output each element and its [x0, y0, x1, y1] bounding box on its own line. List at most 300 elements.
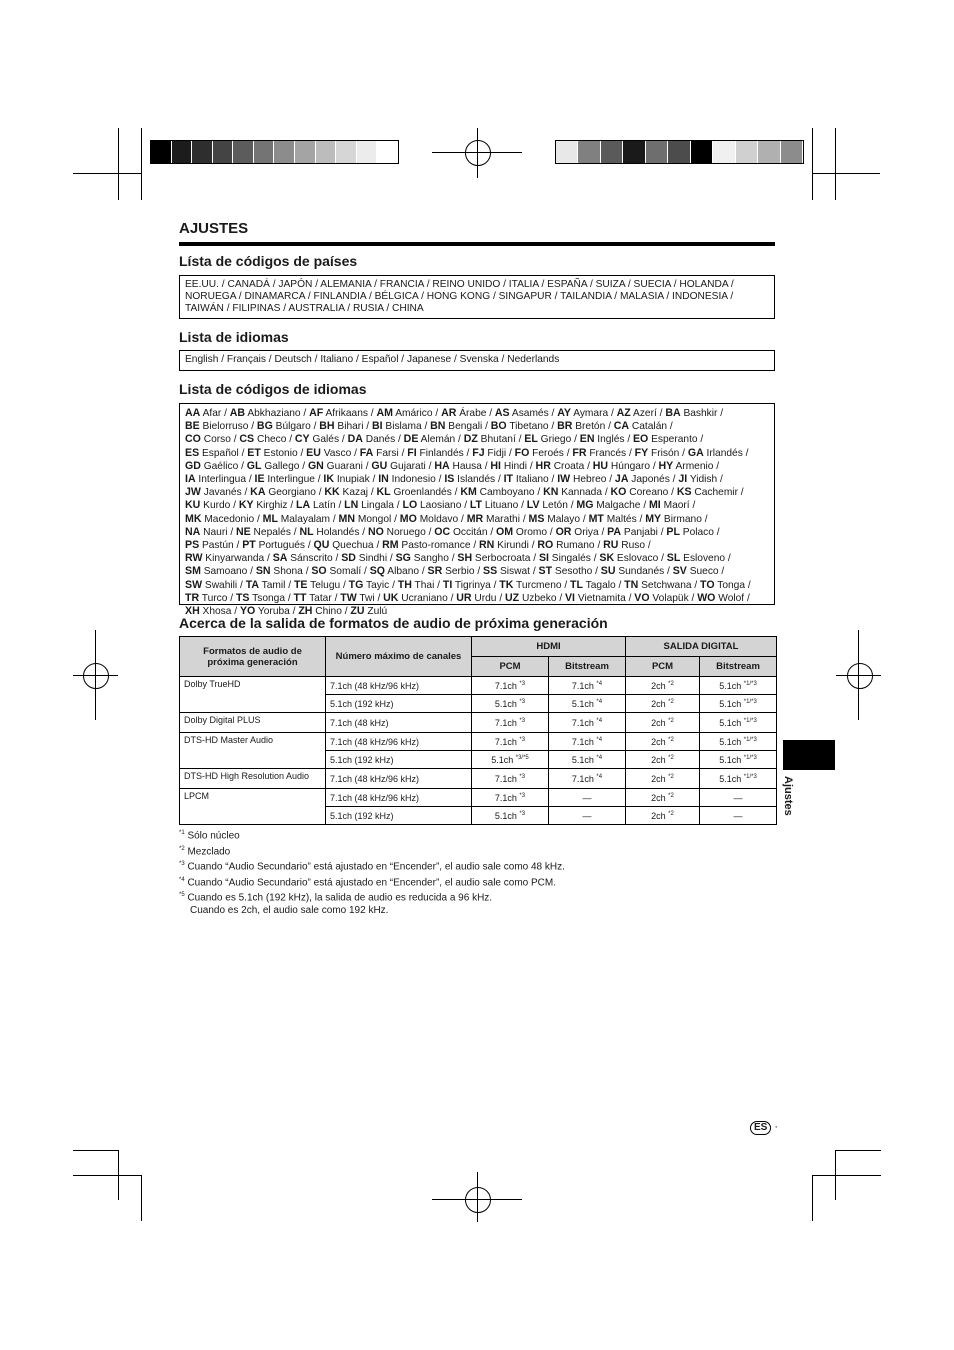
language-code-item: [536, 461, 585, 472]
language-code-item: [185, 474, 246, 485]
language-code-item: [456, 593, 496, 604]
country-codes-heading: Lísta de códigos de países: [179, 253, 358, 269]
language-code-item: [593, 461, 650, 472]
footnote-ref: *3: [519, 717, 526, 724]
language-name: Bielorruso: [199, 421, 249, 433]
hdmi-bitstream-cell: 5.1ch $^{*4}$: [549, 751, 626, 769]
language-code: SL: [666, 552, 681, 565]
hdmi-pcm-cell: 7.1ch $^{*3}$: [472, 769, 549, 789]
language-code: OR: [555, 525, 572, 538]
table-row: [180, 769, 777, 789]
language-code: PS: [185, 539, 200, 552]
language-name: Xhosa: [199, 606, 232, 618]
footnote-ref: *4: [596, 773, 603, 780]
language-code: ET: [247, 446, 261, 459]
language-code: SI: [538, 552, 549, 565]
footnote: Cuando es 2ch, el audio sale como 192 kHz.: [190, 904, 389, 916]
table-row: [180, 677, 777, 695]
language-code: HU: [592, 459, 609, 472]
language-code-item: [460, 487, 534, 498]
language-code: SA: [272, 552, 288, 565]
color-swatch: [213, 141, 234, 163]
language-code-item: [529, 514, 581, 525]
color-swatch: [758, 141, 780, 163]
language-code-line: JW Javanés / KA Georgiano / KK Kazaj / KL Groenlandés / KM Camboyano / KN Kannada / KO Coreano / KS Cachemir /: [185, 486, 744, 499]
header-hdmi-pcm: PCM: [472, 657, 549, 677]
language-name: Bretón: [572, 421, 606, 433]
language-code-item: [599, 553, 658, 564]
footnote-ref: *1/*3: [743, 754, 757, 761]
language-code-item: [273, 553, 333, 564]
language-code: MI: [648, 499, 661, 512]
format-cell: DTS-HD Master Audio: [180, 733, 326, 769]
language-code-item: [344, 500, 394, 511]
language-name: Lingala: [358, 500, 394, 512]
language-code-item: [601, 566, 664, 577]
language-name: Vasco: [320, 447, 352, 459]
language-code: LA: [296, 499, 311, 512]
language-name: Urdu: [471, 592, 497, 604]
footnote-ref: *1/*3: [743, 717, 757, 724]
language-name: Tamil: [259, 579, 286, 591]
language-code-item: [677, 487, 738, 498]
footnote-ref: *3: [519, 736, 526, 743]
language-code: TK: [499, 578, 514, 591]
footnote-ref: *2: [668, 792, 674, 799]
language-name: Tonga: [714, 579, 745, 591]
language-badge: ES ·: [750, 1121, 778, 1135]
language-code-item: [407, 448, 463, 459]
languages-box: [179, 350, 775, 371]
language-code-item: [323, 474, 369, 485]
hdmi-bitstream-cell: 5.1ch $^{*4}$: [549, 695, 626, 713]
language-name: Malgache: [593, 500, 641, 512]
language-name: Marathi: [483, 513, 520, 525]
language-code: NA: [185, 525, 201, 538]
language-code-item: [306, 448, 351, 459]
language-name: Panjabi: [621, 526, 658, 538]
language-code-item: [557, 408, 608, 419]
language-code: MS: [528, 512, 545, 525]
language-name: Sesotho: [552, 566, 593, 578]
hdmi-bitstream-cell: 7.1ch $^{*4}$: [549, 769, 626, 789]
color-swatch: [736, 141, 758, 163]
language-name: Lituano: [482, 500, 519, 512]
digital-pcm-cell: 2ch $^{*2}$: [626, 807, 700, 825]
color-swatch: [274, 141, 295, 163]
language-code: UR: [456, 591, 472, 604]
language-name: Singalés: [548, 553, 591, 565]
language-code-item: [341, 553, 387, 564]
hdmi-pcm-cell: 7.1ch $^{*3}$: [472, 713, 549, 733]
language-name: Feroés: [529, 447, 564, 459]
language-name: Bashkir: [680, 408, 718, 419]
language-code: EL: [524, 433, 538, 446]
footnote-ref: *2: [668, 680, 674, 687]
language-code: ML: [262, 512, 278, 525]
footnote-ref: *1/*3: [743, 773, 757, 780]
language-code: DA: [347, 433, 363, 446]
language-code: UZ: [504, 591, 520, 604]
language-code: DZ: [463, 433, 478, 446]
language-code: HY: [658, 459, 674, 472]
language-name: Sueco: [686, 566, 719, 578]
language-code-item: [185, 500, 230, 511]
language-name: Chino: [312, 606, 342, 618]
color-swatch: [578, 141, 600, 163]
footnote-ref: *2: [668, 698, 674, 705]
language-name: Polaco: [679, 526, 714, 538]
color-bar-right: [555, 140, 804, 164]
language-name: Swahili: [202, 579, 238, 591]
section-title: AJUSTES: [179, 220, 249, 237]
language-code-item: [398, 580, 435, 591]
language-code-item: [678, 474, 717, 485]
header-digital: SALIDA DIGITAL: [626, 637, 777, 657]
footnote-ref: *4: [596, 736, 603, 743]
language-name: Bhutaní: [477, 434, 516, 446]
footnote-ref: *4: [596, 754, 603, 761]
language-name: Gaélico: [200, 460, 239, 472]
language-code-item: [611, 487, 669, 498]
language-code-item: [524, 434, 571, 445]
color-swatch: [668, 141, 690, 163]
language-name: Birmano: [661, 513, 702, 525]
language-code: BR: [557, 420, 573, 433]
language-code-item: [624, 580, 691, 591]
language-code: MK: [185, 512, 202, 525]
language-code: IK: [323, 473, 335, 486]
language-code-item: [576, 500, 640, 511]
language-code: NL: [299, 525, 314, 538]
language-code: AA: [185, 407, 201, 419]
language-code-item: [496, 527, 547, 538]
language-code: BE: [185, 420, 200, 433]
language-code: DE: [403, 433, 419, 446]
format-cell: DTS-HD High Resolution Audio: [180, 769, 326, 789]
language-name: Búlgaro: [272, 421, 311, 433]
language-code-item: [428, 566, 475, 577]
digital-pcm-cell: 2ch $^{*2}$: [626, 751, 700, 769]
language-name: Yoruba: [255, 606, 290, 618]
header-digital-pcm: PCM: [626, 657, 700, 677]
language-code-item: [504, 474, 549, 485]
language-code-item: [296, 500, 336, 511]
language-name: Indonesio: [388, 474, 436, 486]
footnote-ref: *2: [668, 736, 674, 743]
language-name: Tatar: [306, 592, 332, 604]
language-code-item: [185, 434, 231, 445]
language-code-item: [294, 580, 340, 591]
language-name: Árabe: [456, 408, 487, 419]
hdmi-bitstream-cell: 7.1ch $^{*4}$: [549, 733, 626, 751]
language-code: QU: [313, 539, 330, 552]
language-name: Nauri: [200, 526, 228, 538]
language-name: Portugués: [255, 540, 306, 552]
language-name: Pasto-romance: [398, 540, 471, 552]
language-code-item: [495, 408, 549, 419]
language-code: SO: [311, 565, 327, 578]
table-row: [180, 789, 777, 807]
language-name: Eslovaco: [614, 553, 659, 565]
language-code-item: [185, 540, 234, 551]
language-name: Checo: [254, 434, 287, 446]
language-code: GL: [246, 459, 262, 472]
language-code-item: [255, 474, 315, 485]
language-name: Sindhi: [355, 553, 388, 565]
language-code: TL: [570, 578, 583, 591]
footnote-ref: *4: [596, 717, 603, 724]
language-code: MG: [576, 499, 594, 512]
language-code-item: [557, 421, 605, 432]
footnote-ref: *4: [596, 680, 603, 687]
language-name: Finlandés: [416, 447, 464, 459]
language-name: Fidji: [484, 447, 507, 459]
language-name: Guarani: [323, 460, 363, 472]
language-name: Abkhaziano: [245, 408, 301, 419]
language-code: LV: [526, 499, 540, 512]
language-code: AS: [494, 407, 510, 419]
language-name: Albano: [385, 566, 420, 578]
language-code: GN: [307, 459, 324, 472]
language-code-item: [615, 474, 670, 485]
language-name: Hindi: [501, 460, 528, 472]
language-name: Tayic: [363, 579, 390, 591]
language-code-item: [614, 421, 667, 432]
hdmi-pcm-cell: 5.1ch $^{*3/*5}$: [472, 751, 549, 769]
hdmi-bitstream-cell: —: [549, 807, 626, 825]
color-swatch: [151, 141, 172, 163]
digital-bitstream-cell: 5.1ch $^{*1/*3}$: [700, 677, 777, 695]
section-rule: [179, 242, 775, 246]
language-name: Interlingue: [264, 474, 315, 486]
language-codes-box: [179, 403, 775, 618]
language-code: SW: [185, 578, 203, 591]
language-name: Estonio: [260, 447, 298, 459]
language-code-item: [372, 421, 422, 432]
color-swatch: [713, 141, 735, 163]
language-name: Kurdo: [200, 500, 231, 512]
language-name: Kirundi: [494, 540, 529, 552]
language-code: KL: [376, 486, 391, 499]
language-code-item: [263, 514, 330, 525]
language-code: IE: [254, 473, 265, 486]
language-code: OC: [434, 525, 451, 538]
language-code-item: [308, 461, 363, 472]
language-name: Bislama: [382, 421, 422, 433]
language-name: Serbocroata: [472, 553, 531, 565]
registration-mark-bottom: [465, 1187, 491, 1213]
format-cell: Dolby Digital PLUS: [180, 713, 326, 733]
color-swatch: [316, 141, 337, 163]
country-codes-box: [179, 275, 775, 319]
language-code-item: [617, 408, 657, 419]
language-name: Armenio: [673, 460, 714, 472]
language-name: Samoano: [200, 566, 248, 578]
language-code-item: [491, 421, 549, 432]
color-swatch: [233, 141, 254, 163]
language-name: Shona: [270, 566, 303, 578]
language-code: OM: [496, 525, 514, 538]
language-name: Georgiano: [265, 487, 316, 499]
language-code-item: [185, 448, 239, 459]
language-code: BA: [665, 407, 681, 419]
language-code-item: [505, 593, 557, 604]
language-code: KU: [185, 499, 201, 512]
language-code: SQ: [369, 565, 386, 578]
language-code-item: [515, 448, 564, 459]
language-code: MO: [399, 512, 417, 525]
language-code: FJ: [472, 446, 485, 459]
language-name: Oromo: [513, 526, 548, 538]
language-code: BG: [256, 420, 273, 433]
language-code-item: [635, 448, 680, 459]
footnote-mark: *2: [179, 845, 185, 852]
language-name: Croata: [550, 460, 585, 472]
language-code-line: GD Gaélico / GL Gallego / GN Guarani / GU Gujarati / HA Hausa / HI Hindi / HR Croata / HU Húngaro / HY Armenio /: [185, 459, 720, 472]
hdmi-bitstream-cell: 7.1ch $^{*4}$: [549, 713, 626, 733]
language-code-item: [634, 593, 688, 604]
channels-cell: 7.1ch (48 kHz/96 kHz): [326, 733, 472, 751]
table-row: [180, 713, 777, 733]
language-name: Latín: [310, 500, 336, 512]
language-name: Somalí: [326, 566, 362, 578]
digital-bitstream-cell: 5.1ch $^{*1/*3}$: [700, 769, 777, 789]
language-code-item: [665, 408, 717, 419]
language-code: CA: [613, 420, 630, 433]
language-code-line: PS Pastún / PT Portugués / QU Quechua / RM Pasto-romance / RN Kirundi / RO Rumano / RU Ruso /: [185, 539, 651, 552]
color-swatch: [172, 141, 193, 163]
languages-heading: Lista de idiomas: [179, 329, 289, 345]
language-name: Kazaj: [339, 487, 369, 499]
language-code: PA: [607, 525, 622, 538]
channels-cell: 5.1ch (192 kHz): [326, 751, 472, 769]
language-name: Hebreo: [570, 474, 607, 486]
language-name: Francés: [586, 447, 627, 459]
language-code-item: [250, 487, 316, 498]
language-name: Mongol: [355, 513, 392, 525]
footnote: $^{*2}$ Mezclado: [179, 845, 231, 857]
hdmi-bitstream-cell: —: [549, 789, 626, 807]
channels-cell: 7.1ch (48 kHz/96 kHz): [326, 677, 472, 695]
footnote-ref: *3: [519, 680, 526, 687]
channels-cell: 7.1ch (48 kHz/96 kHz): [326, 769, 472, 789]
language-name: Yidish: [687, 474, 718, 486]
language-code: MY: [645, 512, 662, 525]
language-code: TT: [293, 591, 307, 604]
hdmi-bitstream-cell: 7.1ch $^{*4}$: [549, 677, 626, 695]
color-swatch: [623, 141, 645, 163]
language-name: Frisón: [648, 447, 680, 459]
language-name: Macedonio: [201, 513, 255, 525]
language-code-item: [257, 421, 311, 432]
language-code: AR: [441, 407, 457, 419]
color-swatch: [601, 141, 623, 163]
language-code-item: [603, 540, 645, 551]
language-name: Cachemir: [691, 487, 738, 499]
language-code-line: BE Bielorruso / BG Búlgaro / BH Bihari / BI Bislama / BN Bengali / BO Tibetano / BR Bretón / CA Catalán /: [185, 420, 673, 433]
language-code: SM: [185, 565, 201, 578]
language-code: IN: [378, 473, 389, 486]
footnote-mark: *5: [179, 892, 185, 899]
country-line: EE.UU. / CANADÁ / JAPÓN / ALEMANIA / FRANCIA / REINO UNIDO / ITALIA / ESPAÑA / SUIZA / SUECIA / HOLANDA /: [185, 279, 734, 290]
language-code-line: XH Xhosa / YO Yoruba / ZH Chino / ZU Zulú: [185, 605, 388, 618]
language-name: Inglés: [594, 434, 625, 446]
language-code-item: [645, 514, 702, 525]
language-name: Holandés: [313, 526, 360, 538]
language-code-item: [368, 527, 426, 538]
language-code: ZH: [298, 605, 313, 618]
digital-bitstream-cell: —: [700, 807, 777, 825]
language-code: KM: [460, 486, 477, 499]
language-code-item: [371, 461, 425, 472]
language-name: Tigrinya: [452, 579, 491, 591]
color-swatch: [781, 141, 803, 163]
language-name: Gallego: [261, 460, 300, 472]
registration-mark-left: [83, 663, 109, 689]
language-name: Interlingua: [195, 474, 246, 486]
language-code: BO: [490, 420, 507, 433]
language-code: TN: [624, 578, 639, 591]
language-name: Tsonga: [249, 592, 285, 604]
language-name: Moldavo: [416, 513, 459, 525]
color-swatch: [336, 141, 357, 163]
language-code-item: [537, 540, 594, 551]
footnote-ref: *1/*3: [743, 698, 757, 705]
language-code-item: [649, 500, 690, 511]
language-code: YO: [239, 605, 256, 618]
footnote-ref: *3: [519, 792, 526, 799]
side-tab-block: [783, 740, 835, 770]
language-code-item: [434, 527, 487, 538]
language-code: RN: [479, 539, 495, 552]
language-code: RW: [185, 552, 203, 565]
language-code-line: SW Swahili / TA Tamil / TE Telugu / TG Tayic / TH Thai / TI Tigrinya / TK Turcmeno / TL Tagalo / TN Setchwana / TO Tonga /: [185, 578, 751, 591]
language-code: LO: [402, 499, 418, 512]
language-code: IW: [557, 473, 571, 486]
footnote: $^{*3}$ Cuando “Audio Secundario” está ajustado en “Encender”, el audio sale como 48 kHz.: [179, 861, 565, 873]
header-hdmi-bitstream: Bitstream: [549, 657, 626, 677]
language-name: Italiano: [513, 474, 549, 486]
format-cell: Dolby TrueHD: [180, 677, 326, 713]
language-code: SR: [427, 565, 443, 578]
language-code: KS: [676, 486, 692, 499]
language-code-line: RW Kinyarwanda / SA Sánscrito / SD Sindhi / SG Sangho / SH Serbocroata / SI Singalés / SK Eslovaco / SL Esloveno /: [185, 552, 731, 565]
digital-pcm-cell: 2ch $^{*2}$: [626, 677, 700, 695]
language-code-item: [444, 474, 495, 485]
language-name: Sundanés: [615, 566, 665, 578]
language-code: TS: [235, 591, 250, 604]
language-code: TR: [185, 591, 200, 604]
footnote-ref: *2: [668, 754, 674, 761]
language-name: Turco: [199, 592, 228, 604]
side-tab-label: Ajustes: [782, 776, 794, 816]
language-name: Azerí: [630, 408, 657, 419]
language-name: Español: [199, 447, 239, 459]
language-code-item: [527, 500, 568, 511]
language-code-item: [340, 593, 374, 604]
digital-bitstream-cell: 5.1ch $^{*1/*3}$: [700, 751, 777, 769]
color-swatch: [254, 141, 275, 163]
language-code-item: [430, 421, 482, 432]
language-name: Bihari: [334, 421, 364, 433]
language-code-item: [378, 474, 436, 485]
language-name: Inupiak: [334, 474, 370, 486]
digital-bitstream-cell: —: [700, 789, 777, 807]
language-code-item: [324, 487, 368, 498]
color-swatch: [192, 141, 213, 163]
footnote-mark: *1: [179, 830, 185, 836]
